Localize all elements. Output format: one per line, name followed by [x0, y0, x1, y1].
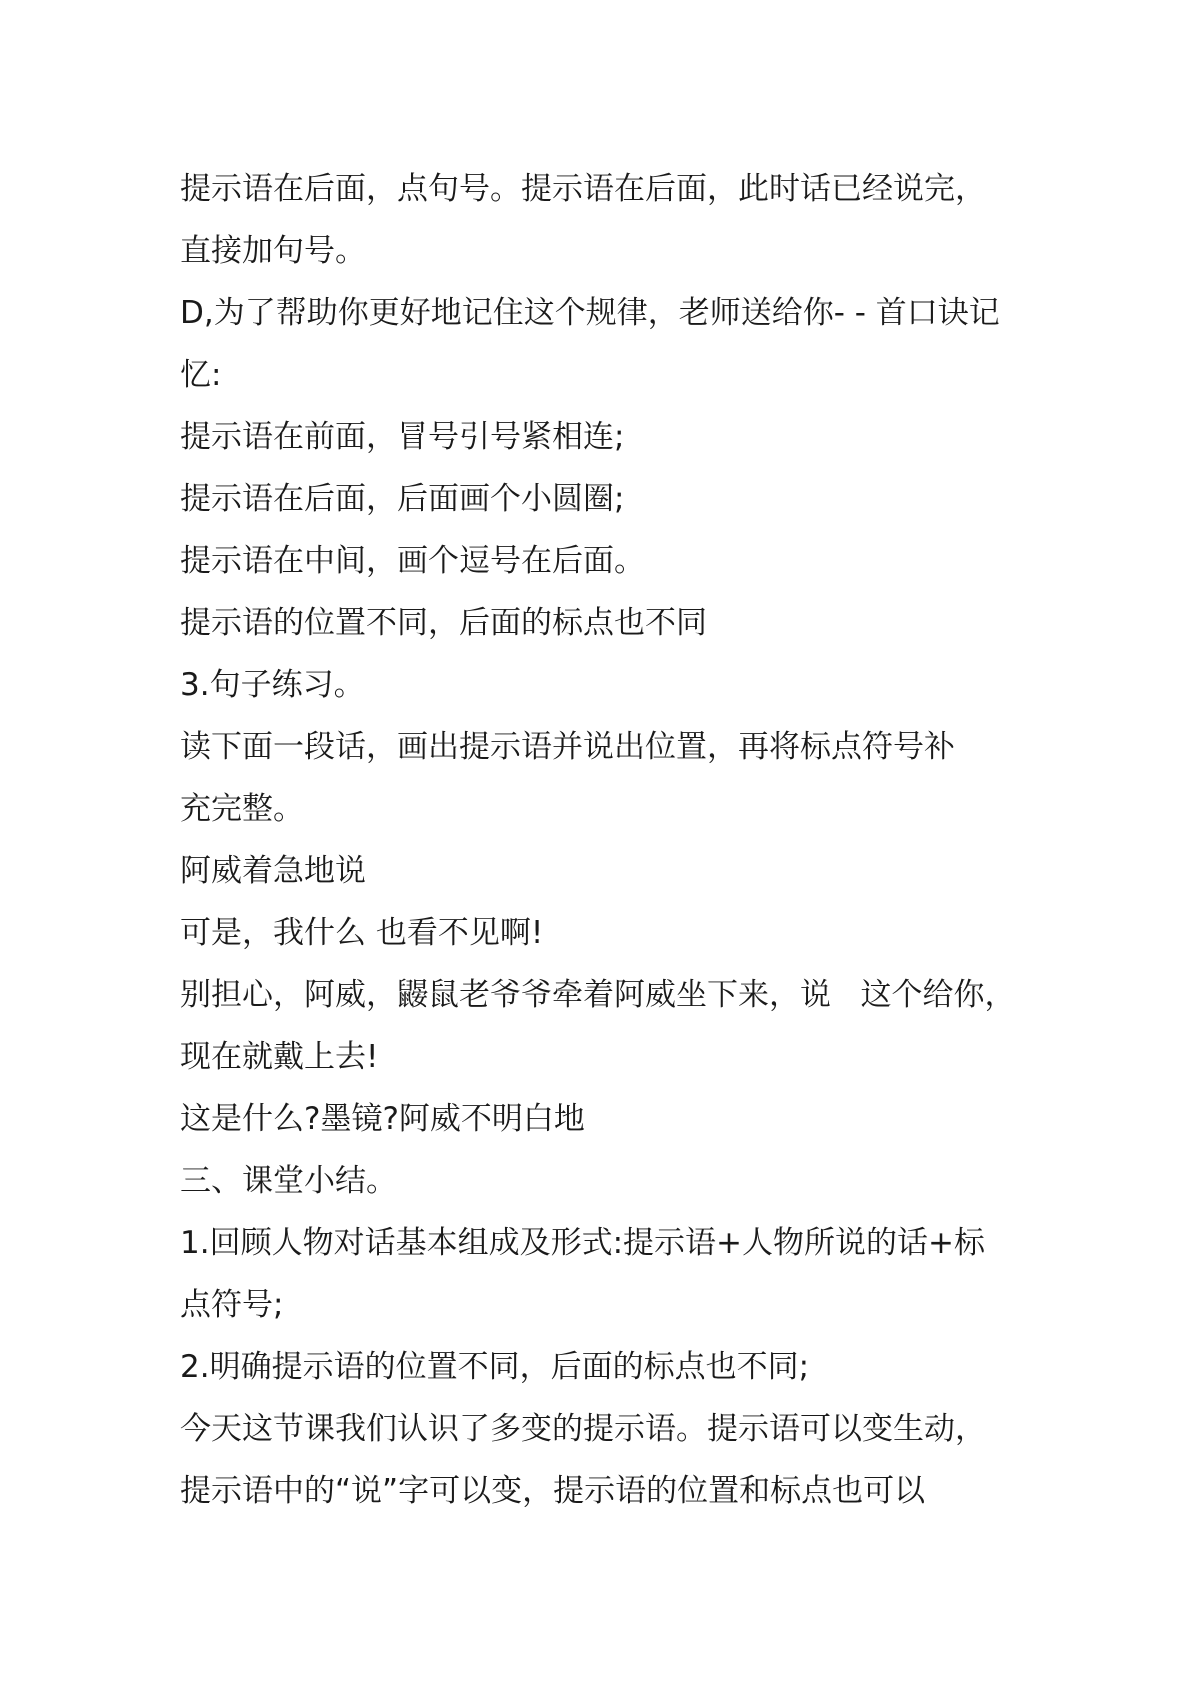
- text-line-17: 三、课堂小结。: [180, 1163, 397, 1199]
- text-line-19: 点符号;: [180, 1287, 284, 1323]
- text-line-13: 可是，我什么 也看不见啊!: [180, 915, 544, 951]
- text-line-16: 这是什么?墨镜?阿威不明白地: [180, 1101, 585, 1137]
- text-line-15: 现在就戴上去!: [180, 1039, 379, 1075]
- text-line-21: 今天这节课我们认识了多变的提示语。提示语可以变生动，: [180, 1411, 986, 1447]
- text-line-4: 忆:: [180, 357, 222, 393]
- text-line-22: 提示语中的“说”字可以变，提示语的位置和标点也可以: [180, 1473, 926, 1509]
- text-line-6: 提示语在后面，后面画个小圆圈;: [180, 481, 625, 517]
- text-line-12: 阿威着急地说: [180, 853, 366, 889]
- text-line-5: 提示语在前面，冒号引号紧相连;: [180, 419, 625, 455]
- text-line-2: 直接加句号。: [180, 233, 366, 269]
- text-line-14: 别担心，阿威，鼹鼠老爷爷牵着阿威坐下来，说 这个给你，: [180, 977, 1016, 1013]
- document-body: [180, 158, 1020, 1522]
- text-line-11: 充完整。: [180, 791, 304, 827]
- text-line-18: 1.回顾人物对话基本组成及形式:提示语+人物所说的话+标: [180, 1225, 985, 1261]
- text-line-7: 提示语在中间，画个逗号在后面。: [180, 543, 645, 579]
- text-line-9: 3.句子练习。: [180, 667, 365, 703]
- text-line-3: D,为了帮助你更好地记住这个规律，老师送给你- - 首口诀记: [180, 295, 1000, 331]
- text-line-10: 读下面一段话，画出提示语并说出位置，再将标点符号补: [180, 729, 955, 765]
- text-line-20: 2.明确提示语的位置不同，后面的标点也不同;: [180, 1349, 810, 1385]
- text-line-1: 提示语在后面，点句号。提示语在后面，此时话已经说完，: [180, 171, 986, 207]
- text-line-8: 提示语的位置不同，后面的标点也不同: [180, 605, 707, 641]
